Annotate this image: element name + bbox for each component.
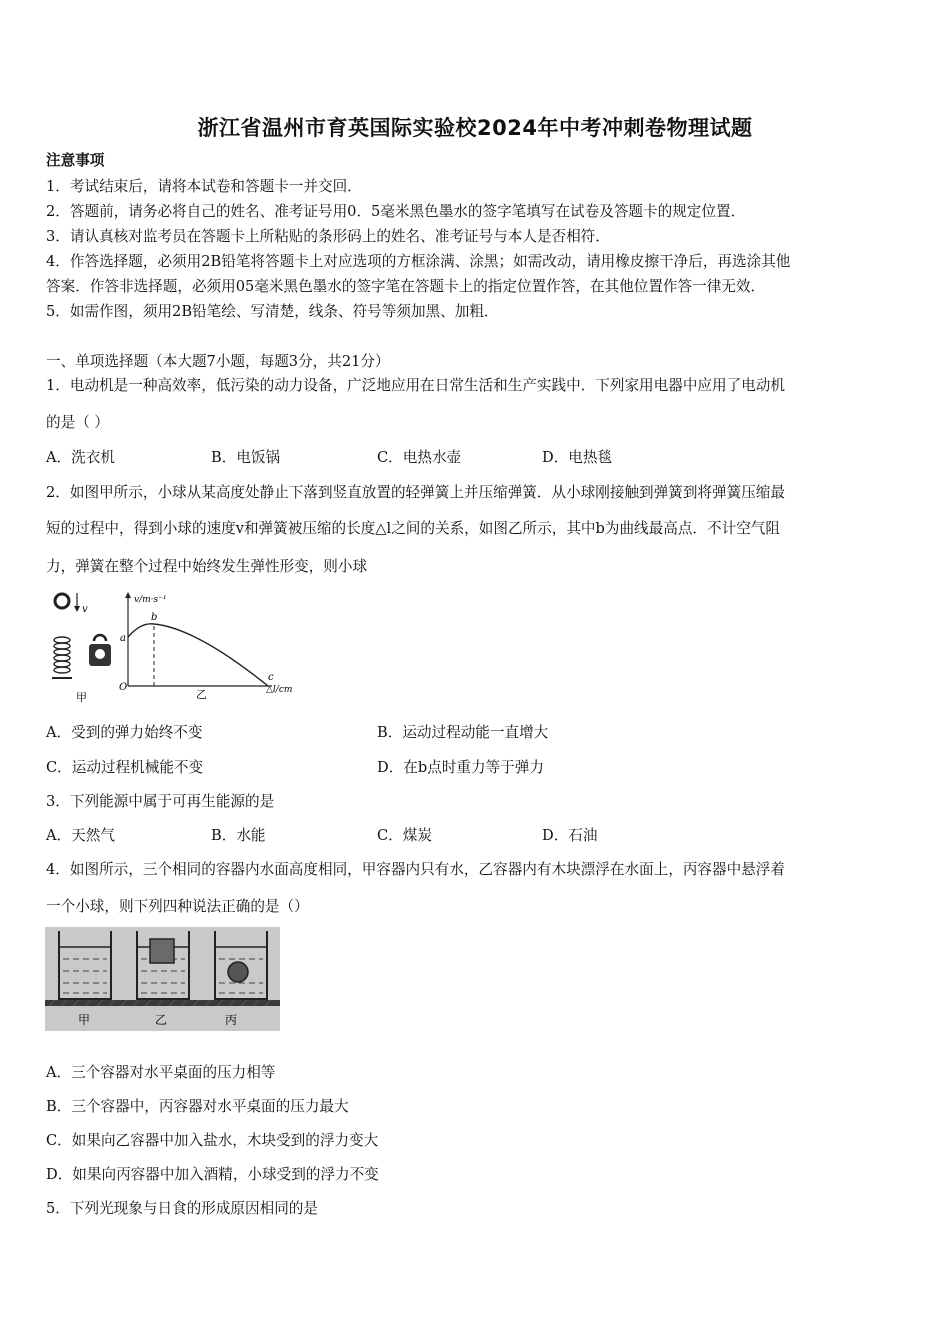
note-item: 2．答题前，请务必将自己的姓名、准考证号用0．5毫米黑色墨水的签字笔填写在试卷及答题卡的规定位置． — [46, 203, 746, 220]
q2-v-label: v — [82, 604, 88, 615]
container-label-yi: 乙 — [155, 1013, 168, 1027]
point-a-label: a — [120, 633, 126, 644]
q3-option-a: A．天然气 — [46, 827, 115, 844]
q2-option-b: B．运动过程动能一直增大 — [377, 724, 549, 741]
q4-option-b: B．三个容器中，丙容器对水平桌面的压力最大 — [46, 1098, 349, 1115]
velocity-curve — [128, 624, 268, 686]
q3-stem: 3．下列能源中属于可再生能源的是 — [46, 793, 275, 810]
q2-stem-cont: 力，弹簧在整个过程中始终发生弹性形变，则小球 — [46, 558, 368, 575]
fig-caption-right: 乙 — [196, 688, 207, 701]
q2-stem: 2．如图甲所示，小球从某高度处静止下落到竖直放置的轻弹簧上并压缩弹簧．从小球刚接触到弹簧到将弹簧压缩最 — [46, 484, 785, 501]
container-label-bing: 丙 — [225, 1013, 238, 1027]
graph-x-label: △l/cm — [266, 685, 293, 695]
note-item: 5．如需作图，须用2B铅笔绘、写清楚，线条、符号等须加黑、加粗． — [46, 303, 499, 320]
q3-option-d: D．石油 — [542, 827, 598, 844]
q1-stem: 1．电动机是一种高效率，低污染的动力设备，广泛地应用在日常生活和生产实践中．下列家用电器中应用了电动机 — [46, 377, 785, 394]
q1-option-d: D．电热毯 — [542, 449, 613, 466]
q4-option-d: D．如果向丙容器中加入酒精，小球受到的浮力不变 — [46, 1166, 379, 1183]
wood-block-icon — [150, 939, 174, 963]
q2-option-a: A．受到的弹力始终不变 — [46, 724, 203, 741]
q1-option-b: B．电饭锅 — [211, 449, 281, 466]
q3-option-c: C．煤炭 — [377, 827, 432, 844]
point-c-label: c — [268, 672, 274, 683]
velocity-arrowhead-icon — [74, 606, 80, 612]
q4-option-c: C．如果向乙容器中加入盐水，木块受到的浮力变大 — [46, 1132, 379, 1149]
ball-icon — [228, 962, 248, 982]
y-axis-arrow-icon — [125, 592, 131, 598]
fig-caption-left: 甲 — [76, 691, 87, 704]
q4-stem: 4．如图所示，三个相同的容器内水面高度相同，甲容器内只有水，乙容器内有木块漂浮在水面上，丙容器中悬浮着 — [46, 861, 785, 878]
page-title: 浙江省温州市育英国际实验校2024年中考冲刺卷物理试题 — [197, 116, 753, 140]
spring-icon — [52, 637, 72, 678]
q2-figure — [46, 588, 316, 706]
note-item: 答案．作答非选择题，必须用05毫米黑色墨水的签字笔在答题卡上的指定位置作答，在其他位置作答一律无效． — [46, 278, 766, 295]
note-item: 4．作答选择题，必须用2B铅笔将答题卡上对应选项的方框涂满、涂黑；如需改动，请用橡皮擦干净后，再选涂其他 — [46, 253, 791, 270]
q5-stem: 5．下列光现象与日食的形成原因相同的是 — [46, 1200, 318, 1217]
q2-option-d: D．在b点时重力等于弹力 — [377, 759, 544, 776]
graph-y-label: v/m·s⁻¹ — [134, 595, 167, 605]
q1-option-c: C．电热水壶 — [377, 449, 462, 466]
q4-option-a: A．三个容器对水平桌面的压力相等 — [46, 1064, 276, 1081]
notes-heading: 注意事项 — [46, 152, 105, 169]
note-item: 3．请认真核对监考员在答题卡上所粘贴的条形码上的姓名、准考证号与本人是否相符． — [46, 228, 610, 245]
q4-stem-cont: 一个小球，则下列四种说法正确的是（） — [46, 898, 309, 915]
container-label-jia: 甲 — [78, 1013, 91, 1027]
graph-origin-label: O — [119, 682, 128, 693]
q3-option-b: B．水能 — [211, 827, 266, 844]
note-item: 1．考试结束后，请将本试卷和答题卡一并交回． — [46, 178, 362, 195]
section-heading: 一、单项选择题（本大题7小题，每题3分，共21分） — [46, 353, 390, 370]
q1-stem-cont: 的是（ ） — [46, 414, 110, 431]
weight-icon — [89, 635, 111, 666]
q2-option-c: C．运动过程机械能不变 — [46, 759, 204, 776]
ball-icon — [55, 594, 69, 608]
point-b-label: b — [151, 612, 158, 623]
q1-option-a: A．洗衣机 — [46, 449, 115, 466]
q4-figure — [45, 927, 280, 1031]
q2-stem-cont: 短的过程中，得到小球的速度v和弹簧被压缩的长度△l之间的关系，如图乙所示，其中b为曲线最高点．不计空气阻 — [46, 520, 780, 537]
